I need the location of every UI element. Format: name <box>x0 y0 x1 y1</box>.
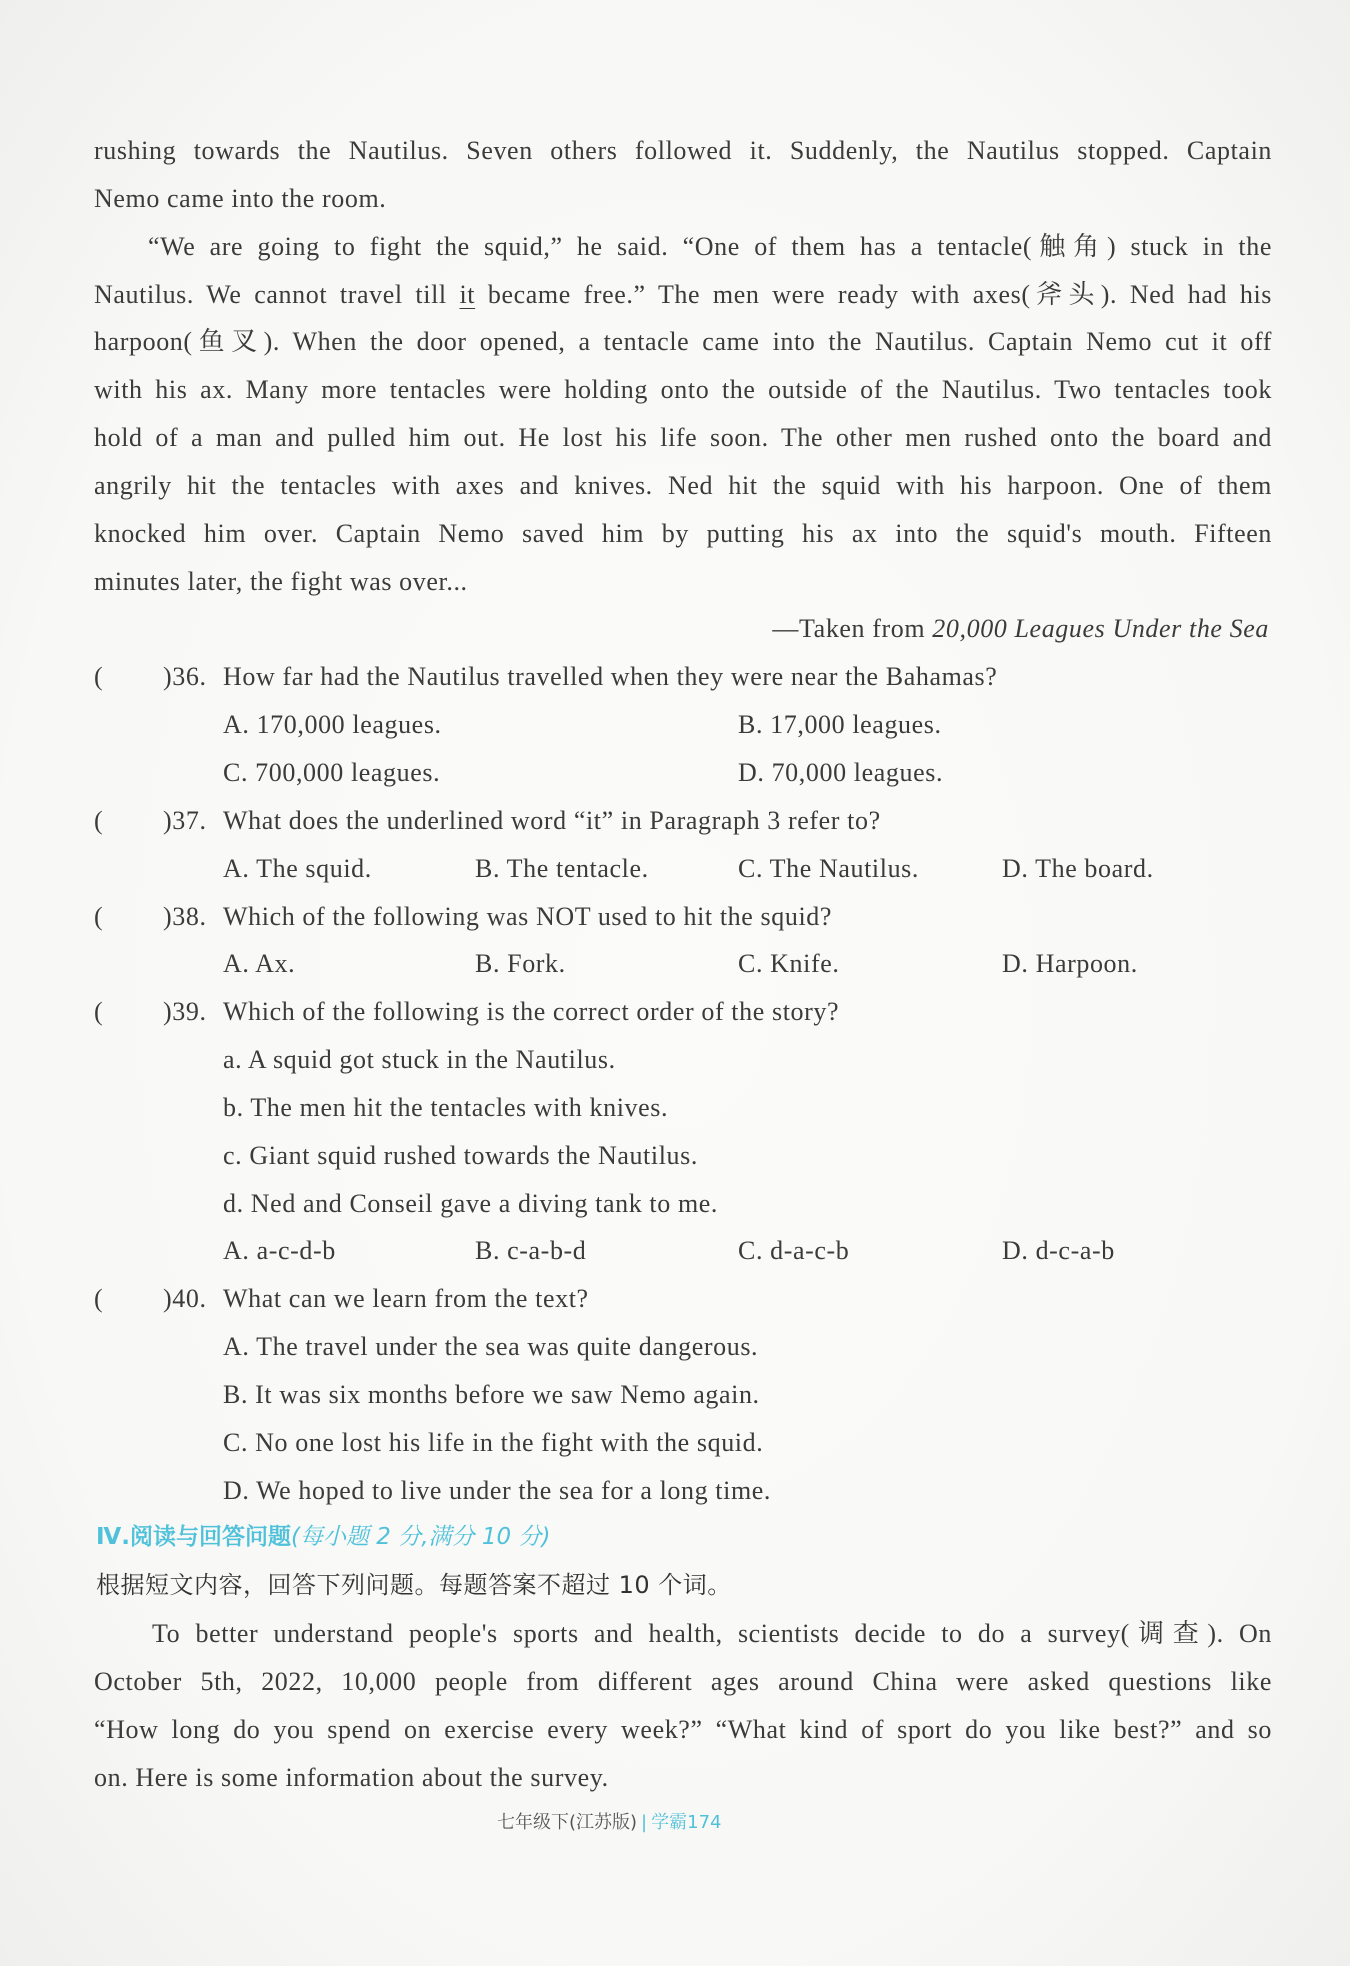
option-d: D. Harpoon. <box>1002 949 1138 979</box>
passage-line: minutes later, the fight was over... <box>94 566 468 596</box>
option-b: B. c-a-b-d <box>475 1236 587 1266</box>
answer-bracket-open: ( <box>94 997 104 1027</box>
footer-book-title: 七年级下(江苏版) <box>497 1812 638 1833</box>
option-b: B. It was six months before we saw Nemo again. <box>223 1379 760 1409</box>
answer-bracket-open: ( <box>94 805 104 835</box>
source-prefix: —Taken from <box>772 614 933 644</box>
survey-paragraph-line: “How long do you spend on exercise every week?” “What kind of sport do you like best?” and so <box>94 1714 1272 1744</box>
question-number: )36. <box>163 662 207 692</box>
page-footer <box>497 1808 721 1838</box>
passage-line: rushing towards the Nautilus. Seven others followed it. Suddenly, the Nautilus stopped. Captain <box>94 136 1272 165</box>
source-title: 20,000 Leagues Under the Sea <box>932 614 1269 644</box>
option-a: A. a-c-d-b <box>223 1236 336 1266</box>
question-number: )40. <box>163 1284 207 1314</box>
question-number: )39. <box>163 997 207 1027</box>
underlined-word: it <box>459 279 476 309</box>
passage-line: hold of a man and pulled him out. He lost his life soon. The other men rushed onto the board and <box>94 423 1272 453</box>
page-content <box>94 127 1272 1802</box>
option-b: B. The tentacle. <box>475 853 649 883</box>
option-d: D. d-c-a-b <box>1002 1236 1115 1266</box>
text-segment: Nautilus. We cannot travel till <box>94 279 460 309</box>
story-event <box>94 1036 1272 1084</box>
footer-divider: | <box>641 1812 648 1833</box>
option-a: A. The squid. <box>223 853 372 883</box>
option-c: C. The Nautilus. <box>738 853 919 883</box>
options-row <box>94 1227 1272 1275</box>
option-c: C. d-a-c-b <box>738 1236 850 1266</box>
story-event-b: b. The men hit the tentacles with knives. <box>223 1092 669 1122</box>
question-38 <box>94 893 1272 941</box>
option-b: B. Fork. <box>475 949 566 979</box>
question-text: What can we learn from the text? <box>223 1284 589 1314</box>
option-d: D. The board. <box>1002 853 1154 883</box>
option-c: C. 700,000 leagues. <box>223 757 441 787</box>
answer-bracket-open: ( <box>94 1284 104 1314</box>
options-row <box>94 1371 1272 1419</box>
answer-bracket-open: ( <box>94 662 104 692</box>
section-heading <box>94 1514 1272 1562</box>
survey-paragraph-line: October 5th, 2022, 10,000 people from different ages around China were asked questions like <box>94 1667 1272 1696</box>
story-event <box>94 1084 1272 1132</box>
option-a: A. 170,000 leagues. <box>223 710 442 740</box>
options-row <box>94 701 1272 749</box>
passage-line: knocked him over. Captain Nemo saved him by putting his ax into the squid's mouth. Fifteen <box>94 518 1272 548</box>
passage-line: with his ax. Many more tentacles were holding onto the outside of the Nautilus. Two tentacles took <box>94 375 1272 405</box>
options-row <box>94 749 1272 797</box>
story-event-d: d. Ned and Conseil gave a diving tank to me. <box>223 1188 719 1218</box>
option-a: A. Ax. <box>223 949 296 979</box>
answer-bracket-open: ( <box>94 901 104 931</box>
question-39 <box>94 988 1272 1036</box>
text-segment: became free.” The men were ready with axes(斧头). Ned had his <box>475 279 1272 309</box>
section-title: Ⅳ.阅读与回答问题 <box>96 1524 292 1551</box>
options-row <box>94 1323 1272 1371</box>
option-b: B. 17,000 leagues. <box>738 710 942 740</box>
question-text: What does the underlined word “it” in Paragraph 3 refer to? <box>223 805 881 835</box>
passage-line-underlined <box>94 271 1272 319</box>
question-text: Which of the following is the correct order of the story? <box>223 997 840 1027</box>
option-d: D. We hoped to live under the sea for a long time. <box>223 1475 772 1505</box>
option-c: C. Knife. <box>738 949 840 979</box>
story-event <box>94 1132 1272 1180</box>
section-instruction: 根据短文内容，回答下列问题。每题答案不超过 10 个词。 <box>96 1571 732 1600</box>
question-40 <box>94 1275 1272 1323</box>
passage-line: angrily hit the tentacles with axes and knives. Ned hit the squid with his harpoon. One of them <box>94 470 1272 500</box>
footer-brand-page-number: 学霸174 <box>651 1812 722 1833</box>
survey-paragraph-line: on. Here is some information about the survey. <box>94 1762 609 1792</box>
source-citation <box>94 605 1272 653</box>
option-a: A. The travel under the sea was quite dangerous. <box>223 1332 759 1362</box>
survey-paragraph-line: To better understand people's sports and health, scientists decide to do a survey(调查). On <box>152 1619 1272 1649</box>
passage-line: Nemo came into the room. <box>94 183 387 213</box>
question-number: )38. <box>163 901 207 931</box>
story-event-c: c. Giant squid rushed towards the Nautilus. <box>223 1140 698 1170</box>
story-event-a: a. A squid got stuck in the Nautilus. <box>223 1045 616 1075</box>
passage-line: harpoon(鱼叉). When the door opened, a tentacle came into the Nautilus. Captain Nemo cut it off <box>94 327 1272 357</box>
options-row <box>94 940 1272 988</box>
options-row <box>94 1467 1272 1515</box>
option-c: C. No one lost his life in the fight with the squid. <box>223 1427 764 1457</box>
question-36 <box>94 653 1272 701</box>
question-number: )37. <box>163 805 207 835</box>
question-text: How far had the Nautilus travelled when they were near the Bahamas? <box>223 662 998 692</box>
options-row <box>94 845 1272 893</box>
options-row <box>94 1419 1272 1467</box>
story-event <box>94 1180 1272 1228</box>
passage-line: “We are going to fight the squid,” he said. “One of them has a tentacle(触角) stuck in the <box>148 231 1272 261</box>
option-d: D. 70,000 leagues. <box>738 757 944 787</box>
question-37 <box>94 797 1272 845</box>
question-text: Which of the following was NOT used to hit the squid? <box>223 901 833 931</box>
section-score-note: (每小题 2 分,满分 10 分) <box>291 1524 551 1551</box>
